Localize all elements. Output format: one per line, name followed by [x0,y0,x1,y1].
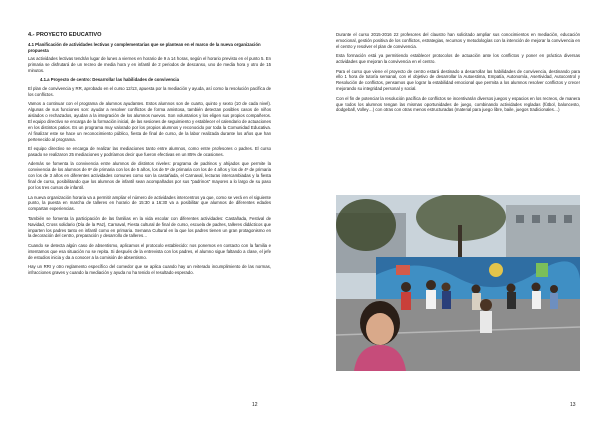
page-number: 12 [252,402,258,408]
subsubsection-title: 4.1.a Proyecto de centro: Desarrollar las habilidades de convivencia [40,77,179,83]
paragraph: Durante el curso 2015-2016 22 profesores del claustro han solicitado ampliar sus conocimientos en mediación, educación emocional, gestión positiva de los conflictos, estrategias, recursos y metodologías con la intención de mejorar la convivencia en el centro y resolver el plan de convivencia. [336,32,580,49]
paragraph: Además se fomenta la convivencia entre alumnos de distintos niveles: programa de padrinos y ahijados que permite la convivencia de los alumnos de 6º de primaria con los de 5 años, los de 5º de primaria con los de 4 años y los de 4º de primaria con los de 3 años en diferentes actividades comunes como son la castañada, el Carnaval, lecturas intercambiadas y la fiesta final de curso, posibilitando que los alumnos de infantil sean acompañados por sus "padrinos" mayores a lo largo de su paso por los tres cursos de infantil. [28,161,271,191]
paragraph: Esta formación está ya permitiendo establecer protocolos de actuación ante los conflictos y poner en práctica diversas actividades que mejoran la convivencia en el centro. [336,53,580,65]
photo-window [548,215,556,223]
photo-window [564,215,572,223]
intro-paragraph: Las actividades lectivas tendrán lugar de lunes a viernes en horario de 9 a 14 horas, según el horario previsto en el punto 5. En primaria se disfrutará de un recreo de media hora y en infantil de 2 periodos de descanso, uno de media hora y otro de 15 minutos. [28,56,271,73]
subsection-title: 4.1 Planificación de actividades lectivas y complementarias que se plantean en el marco de la nueva organización propuesta [28,42,261,53]
paragraph: Para el curso que viene el proyecto de centro estará destinado a desarrollar las habilidades de convivencia, destinando para ello 1 hora de tutoría semanal, con el objetivo de desarrollar la Autoestima, Empatía, Autonomía, Asertividad, Autocontrol y Resolución de conflictos, pensamos que lograr la estabilidad emocional que permita a los alumnos resolver conflictos y crecer mejorando su integridad personal y social. [336,68,580,92]
page-right [300,0,600,424]
page-number: 13 [570,402,576,408]
paragraph: Con el fin de potenciar la resolución pacífica de conflictos se incentivarán diversos juegos y espacios en los recreos, de manera que todos los alumnos tengan las mismas oportunidades de juego, combinando actividades regladas (fútbol, baloncesto, dodgeball, Volley…) con otras con otras menos estructuradas (material para juego libre, baile, juegos tradicionales…) [336,95,580,113]
photo-window [532,215,540,223]
paragraph: También se fomenta la participación de las familias en la vida escolar con diferentes actividades: Castañada, Festival de Navidad, Cross solidario (Día de la Paz), Carnaval, Fiesta cultural de final de curso, escuela de padres, talleres didácticos que imparten los padres tanto en infantil como en primaria. Semana Cultural en la que los padres tienen un gran protagonismo en la decoración del centro, preparación y desarrollo de talleres… [28,215,271,239]
schoolyard-photo-illustration [336,195,580,371]
photo-window [516,215,524,223]
paragraph: El equipo directivo se encarga de realizar las mediaciones tanto entre alumnos, como entre profesores o padres. El curso pasado se realizaron 25 mediaciones y podríamos decir que fueron efectivas en un 85% de ocasiones. [28,146,271,158]
photo-mural-shape [536,263,548,277]
paragraph: Vamos a continuar con el programa de alumnos ayudantes. Estos alumnos son de cuarto, quinto y sexto (10 de cada nivel). Algunas de sus funciones son: ayudar a resolver conflictos de forma amistosa, también detectan posibles casos de niños aislados o rechazados, ayudan a la integración de los alumnos nuevos. Son voluntarios y los eligen sus propios compañeros. El equipo directivo se encarga de la formación inicial, de las sesiones de seguimiento y establecer el calendario de actuaciones en los distintos patios. Es un programa muy valorado por los propios alumnos y reconocido por toda la Comunidad Educativa. Al finalizar este se hace un reconocimiento público, fiesta de final de curso, de la labor realizada durante los años que han pertenecido al programa. [28,101,271,142]
paragraph: El plan de convivencia y RR, aprobado en el curso 12/13, apuesta por la mediación y ayuda, así como la resolución pacífica de los conflictos. [28,86,271,97]
photo-tree [336,199,396,251]
left-column [28,32,271,279]
schoolyard-photo [336,195,580,371]
photo-mural-sun [489,263,503,277]
photo-mural-shape [396,265,410,275]
paragraph: La nueva organización horaria va a permitir ampliar el número de actividades intercentros ya que, como se verá en el siguiente punto, la puesta en marcha de talleres en horario de 15:30 a 16:30 va a posibilitar que alumnos de diferentes edades compartan experiencias. [28,194,271,212]
paragraph: Hay un RRI y otro reglamento específico del comedor que se aplica cuando hay un reiterado incumplimiento de las normas, infracciones graves y cuando la mediación y ayuda no ha tenido el resultado esperado. [28,264,271,275]
right-column [336,32,580,117]
paragraph: Cuando se detecta algún caso de absentismo, aplicamos el protocolo establecido: nos ponemos en contacto con la familia e intentamos que esa situación no se repita. Si después de la entrevista con los padres, el alumno sigue faltando a clase, el jefe de estudios inicia y da a conocer a la comisión de absentismo. [28,242,271,260]
section-title: 4.- PROYECTO EDUCATIVO [28,32,102,38]
